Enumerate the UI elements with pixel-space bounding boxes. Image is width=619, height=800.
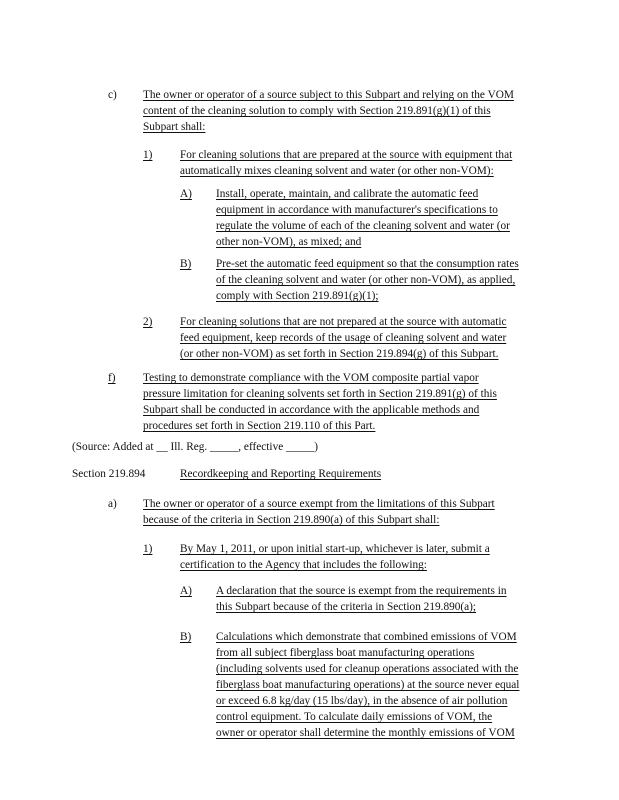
- para-c-label: c): [108, 89, 117, 101]
- para-c2-line: feed equipment, keep records of the usage of cleaning solvent and water: [180, 332, 507, 344]
- para-f-line: Subpart shall be conducted in accordance with the applicable methods and: [143, 404, 480, 416]
- para-c1B-line: Pre-set the automatic feed equipment so that the consumption rates: [216, 258, 519, 270]
- para-c-line: Subpart shall:: [143, 121, 206, 133]
- para-a1-label: 1): [143, 543, 153, 555]
- source-note: (Source: Added at __ Ill. Reg. _____, effective _____): [72, 441, 319, 453]
- para-c1A-label: A): [180, 188, 192, 200]
- para-f-label: f): [108, 372, 116, 384]
- para-a1B-line: (including solvents used for cleanup operations associated with the: [216, 663, 519, 675]
- para-c1-line: For cleaning solutions that are prepared at the source with equipment that: [180, 149, 513, 161]
- para-a-line: because of the criteria in Section 219.890(a) of this Subpart shall:: [143, 514, 440, 526]
- para-a1A-line: this Subpart because of the criteria in Section 219.890(a);: [216, 601, 477, 613]
- para-c1A-line: regulate the volume of each of the cleaning solvent and water (or: [216, 220, 510, 232]
- para-c-line: The owner or operator of a source subject to this Subpart and relying on the VOM: [143, 89, 514, 101]
- para-f-line: procedures set forth in Section 219.110 of this Part.: [143, 420, 376, 432]
- para-c2-label: 2): [143, 316, 153, 328]
- para-c1B-line: comply with Section 219.891(g)(1);: [216, 290, 379, 302]
- para-a-line: The owner or operator of a source exempt from the limitations of this Subpart: [143, 498, 495, 510]
- para-a1A-label: A): [180, 585, 192, 597]
- para-c1-label: 1): [143, 149, 153, 161]
- para-c1A-line: equipment in accordance with manufacturer's specifications to: [216, 204, 498, 216]
- para-c2-line: For cleaning solutions that are not prepared at the source with automatic: [180, 316, 507, 328]
- section-title: Recordkeeping and Reporting Requirements: [180, 468, 382, 480]
- para-c1B-label: B): [180, 258, 192, 270]
- para-a1B-line: from all subject fiberglass boat manufacturing operations: [216, 647, 475, 659]
- section-number: Section 219.894: [72, 468, 146, 480]
- para-c1-line: automatically mixes cleaning solvent and water (or other non-VOM):: [180, 165, 494, 177]
- para-c-line: content of the cleaning solution to comply with Section 219.891(g)(1) of this: [143, 105, 491, 117]
- para-a1B-line: owner or operator shall determine the monthly emissions of VOM: [216, 727, 515, 739]
- para-c1B-line: of the cleaning solvent and water (or other non-VOM), as applied,: [216, 274, 516, 286]
- para-c1A-line: Install, operate, maintain, and calibrate the automatic feed: [216, 188, 479, 200]
- para-f-line: Testing to demonstrate compliance with the VOM composite partial vapor: [143, 372, 479, 384]
- para-a1B-line: fiberglass boat manufacturing operations) at the source never equal: [216, 679, 520, 691]
- para-a1B-line: Calculations which demonstrate that combined emissions of VOM: [216, 631, 517, 643]
- para-a1B-line: control equipment. To calculate daily emissions of VOM, the: [216, 711, 493, 723]
- para-a1A-line: A declaration that the source is exempt from the requirements in: [216, 585, 507, 597]
- para-f-line: pressure limitation for cleaning solvents set forth in Section 219.891(g) of this: [143, 388, 497, 400]
- para-a1-line: certification to the Agency that includes the following:: [180, 559, 427, 571]
- para-a1B-label: B): [180, 631, 192, 643]
- para-c1A-line: other non-VOM), as mixed; and: [216, 236, 362, 248]
- para-c2-line: (or other non-VOM) as set forth in Section 219.894(g) of this Subpart.: [180, 348, 499, 360]
- para-a-label: a): [108, 498, 117, 510]
- para-a1B-line: or exceed 6.8 kg/day (15 lbs/day), in the absence of air pollution: [216, 695, 508, 707]
- para-a1-line: By May 1, 2011, or upon initial start-up, whichever is later, submit a: [180, 543, 490, 555]
